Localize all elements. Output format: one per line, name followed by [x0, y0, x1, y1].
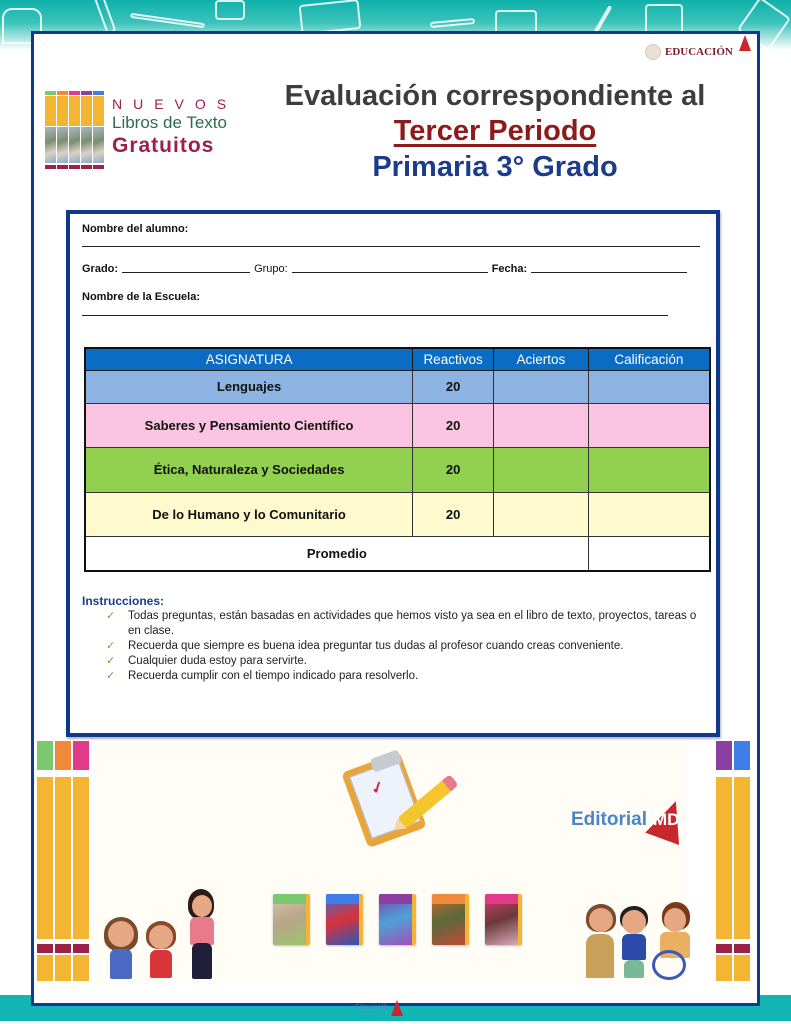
- average-value-cell[interactable]: [588, 536, 710, 571]
- instructions-section: [82, 594, 712, 684]
- grade-group-date-row: [82, 263, 691, 275]
- header-reactivos: Reactivos: [413, 348, 494, 370]
- period-title: [265, 115, 725, 148]
- grade-label: Grado:: [82, 263, 119, 275]
- md-triangle-icon: MD: [651, 800, 691, 840]
- subject-cell: Lenguajes: [85, 370, 413, 403]
- student-form-box: [66, 210, 720, 737]
- aciertos-cell[interactable]: [494, 370, 589, 403]
- subject-cell: Ética, Naturaleza y Sociedades: [85, 447, 413, 492]
- reactivos-cell: 20: [413, 403, 494, 447]
- pen-doodle-icon: [430, 18, 475, 28]
- book-cover-icon: [485, 894, 522, 945]
- page-title: Evaluación correspondiente al: [284, 80, 706, 112]
- aciertos-cell[interactable]: [494, 447, 589, 492]
- book-cover-icon: [273, 894, 310, 945]
- calificacion-cell[interactable]: [588, 447, 710, 492]
- calificacion-cell[interactable]: [588, 403, 710, 447]
- list-item: ✓ Recuerda que siempre es buena idea preguntar tus dudas al profesor cuando creas conveniente.: [106, 640, 624, 652]
- ruler-doodle-icon: [93, 0, 116, 35]
- table-row: [85, 403, 710, 447]
- grades-table: [84, 347, 711, 572]
- book-cover-icon: [379, 894, 416, 945]
- list-item: ✓ Cualquier duda estoy para servirte.: [106, 655, 307, 667]
- average-row: [85, 536, 710, 571]
- book-stripes-icon: [45, 91, 105, 169]
- table-row: [85, 492, 710, 536]
- group-label: Grupo:: [254, 263, 288, 275]
- t-square-doodle-icon: [215, 0, 245, 20]
- md-triangle-icon: [391, 1000, 403, 1016]
- student-name-field[interactable]: [82, 246, 700, 247]
- nuevos-libros-logo: [45, 91, 265, 171]
- table-row: [85, 447, 710, 492]
- logo-nuevos-text: NUEVOS: [112, 96, 238, 112]
- book-cover-icon: [326, 894, 363, 945]
- textbook-covers: [273, 894, 522, 945]
- sep-logo-text: EDUCACIÓN: [665, 46, 733, 58]
- flag-icon: [739, 35, 751, 51]
- school-name-label: Nombre de la Escuela:: [82, 291, 200, 303]
- check-icon: ✓: [106, 640, 116, 652]
- editorial-word: Editorial: [571, 809, 648, 830]
- subject-cell: Saberes y Pensamiento Científico: [85, 403, 413, 447]
- period-title-text: Tercer Periodo: [393, 115, 597, 147]
- aciertos-cell[interactable]: [494, 492, 589, 536]
- right-color-stripes: [716, 741, 752, 981]
- logo-libros-text: Libros de Texto: [112, 113, 227, 132]
- clipboard-pencil-icon: ✓: [345, 752, 455, 842]
- wheelchair-icon: [652, 950, 686, 980]
- reactivos-cell: 20: [413, 447, 494, 492]
- list-item: ✓ Todas preguntas, están basadas en actividades que hemos visto ya sea en el libro de texto, proyectos, tareas o en clase.: [106, 610, 697, 637]
- check-icon: ✓: [106, 655, 116, 667]
- bottom-editorial-logo: Editorial MD: [355, 998, 415, 1018]
- table-header-row: [85, 348, 710, 370]
- subject-cell: De lo Humano y lo Comunitario: [85, 492, 413, 536]
- calificacion-cell[interactable]: [588, 492, 710, 536]
- school-name-field[interactable]: [82, 315, 668, 316]
- instructions-heading: Instrucciones:: [82, 594, 165, 608]
- date-label: Fecha:: [491, 263, 528, 275]
- editorial-md-logo: [571, 800, 691, 840]
- date-field[interactable]: [531, 263, 687, 273]
- calificacion-cell[interactable]: [588, 370, 710, 403]
- reactivos-cell: 20: [413, 492, 494, 536]
- seal-icon: [645, 44, 661, 60]
- children-illustration-left: [100, 885, 240, 980]
- children-illustration-right: [578, 900, 713, 980]
- average-label: Promedio: [85, 536, 588, 571]
- instructions-list: [82, 609, 712, 684]
- header-calificacion: Calificación: [588, 348, 710, 370]
- reactivos-cell: 20: [413, 370, 494, 403]
- group-field[interactable]: [292, 263, 488, 273]
- grade-field[interactable]: [122, 263, 250, 273]
- check-icon: ✓: [106, 610, 116, 622]
- list-item: ✓ Recuerda cumplir con el tiempo indicado para resolverlo.: [106, 670, 419, 682]
- grade-title: Primaria 3° Grado: [372, 151, 618, 183]
- notebook-doodle-icon: [645, 4, 683, 34]
- logo-gratuitos-text: Gratuitos: [112, 134, 215, 157]
- book-cover-icon: [432, 894, 469, 945]
- student-name-label: Nombre del alumno:: [82, 223, 189, 235]
- left-color-stripes: [37, 741, 92, 981]
- table-row: [85, 370, 710, 403]
- aciertos-cell[interactable]: [494, 403, 589, 447]
- header-aciertos: Aciertos: [494, 348, 589, 370]
- check-icon: ✓: [106, 670, 116, 682]
- books-doodle-icon: [299, 0, 362, 35]
- sep-education-logo: [645, 44, 733, 60]
- header-asignatura: ASIGNATURA: [85, 348, 413, 370]
- pencil-doodle-icon: [130, 13, 205, 28]
